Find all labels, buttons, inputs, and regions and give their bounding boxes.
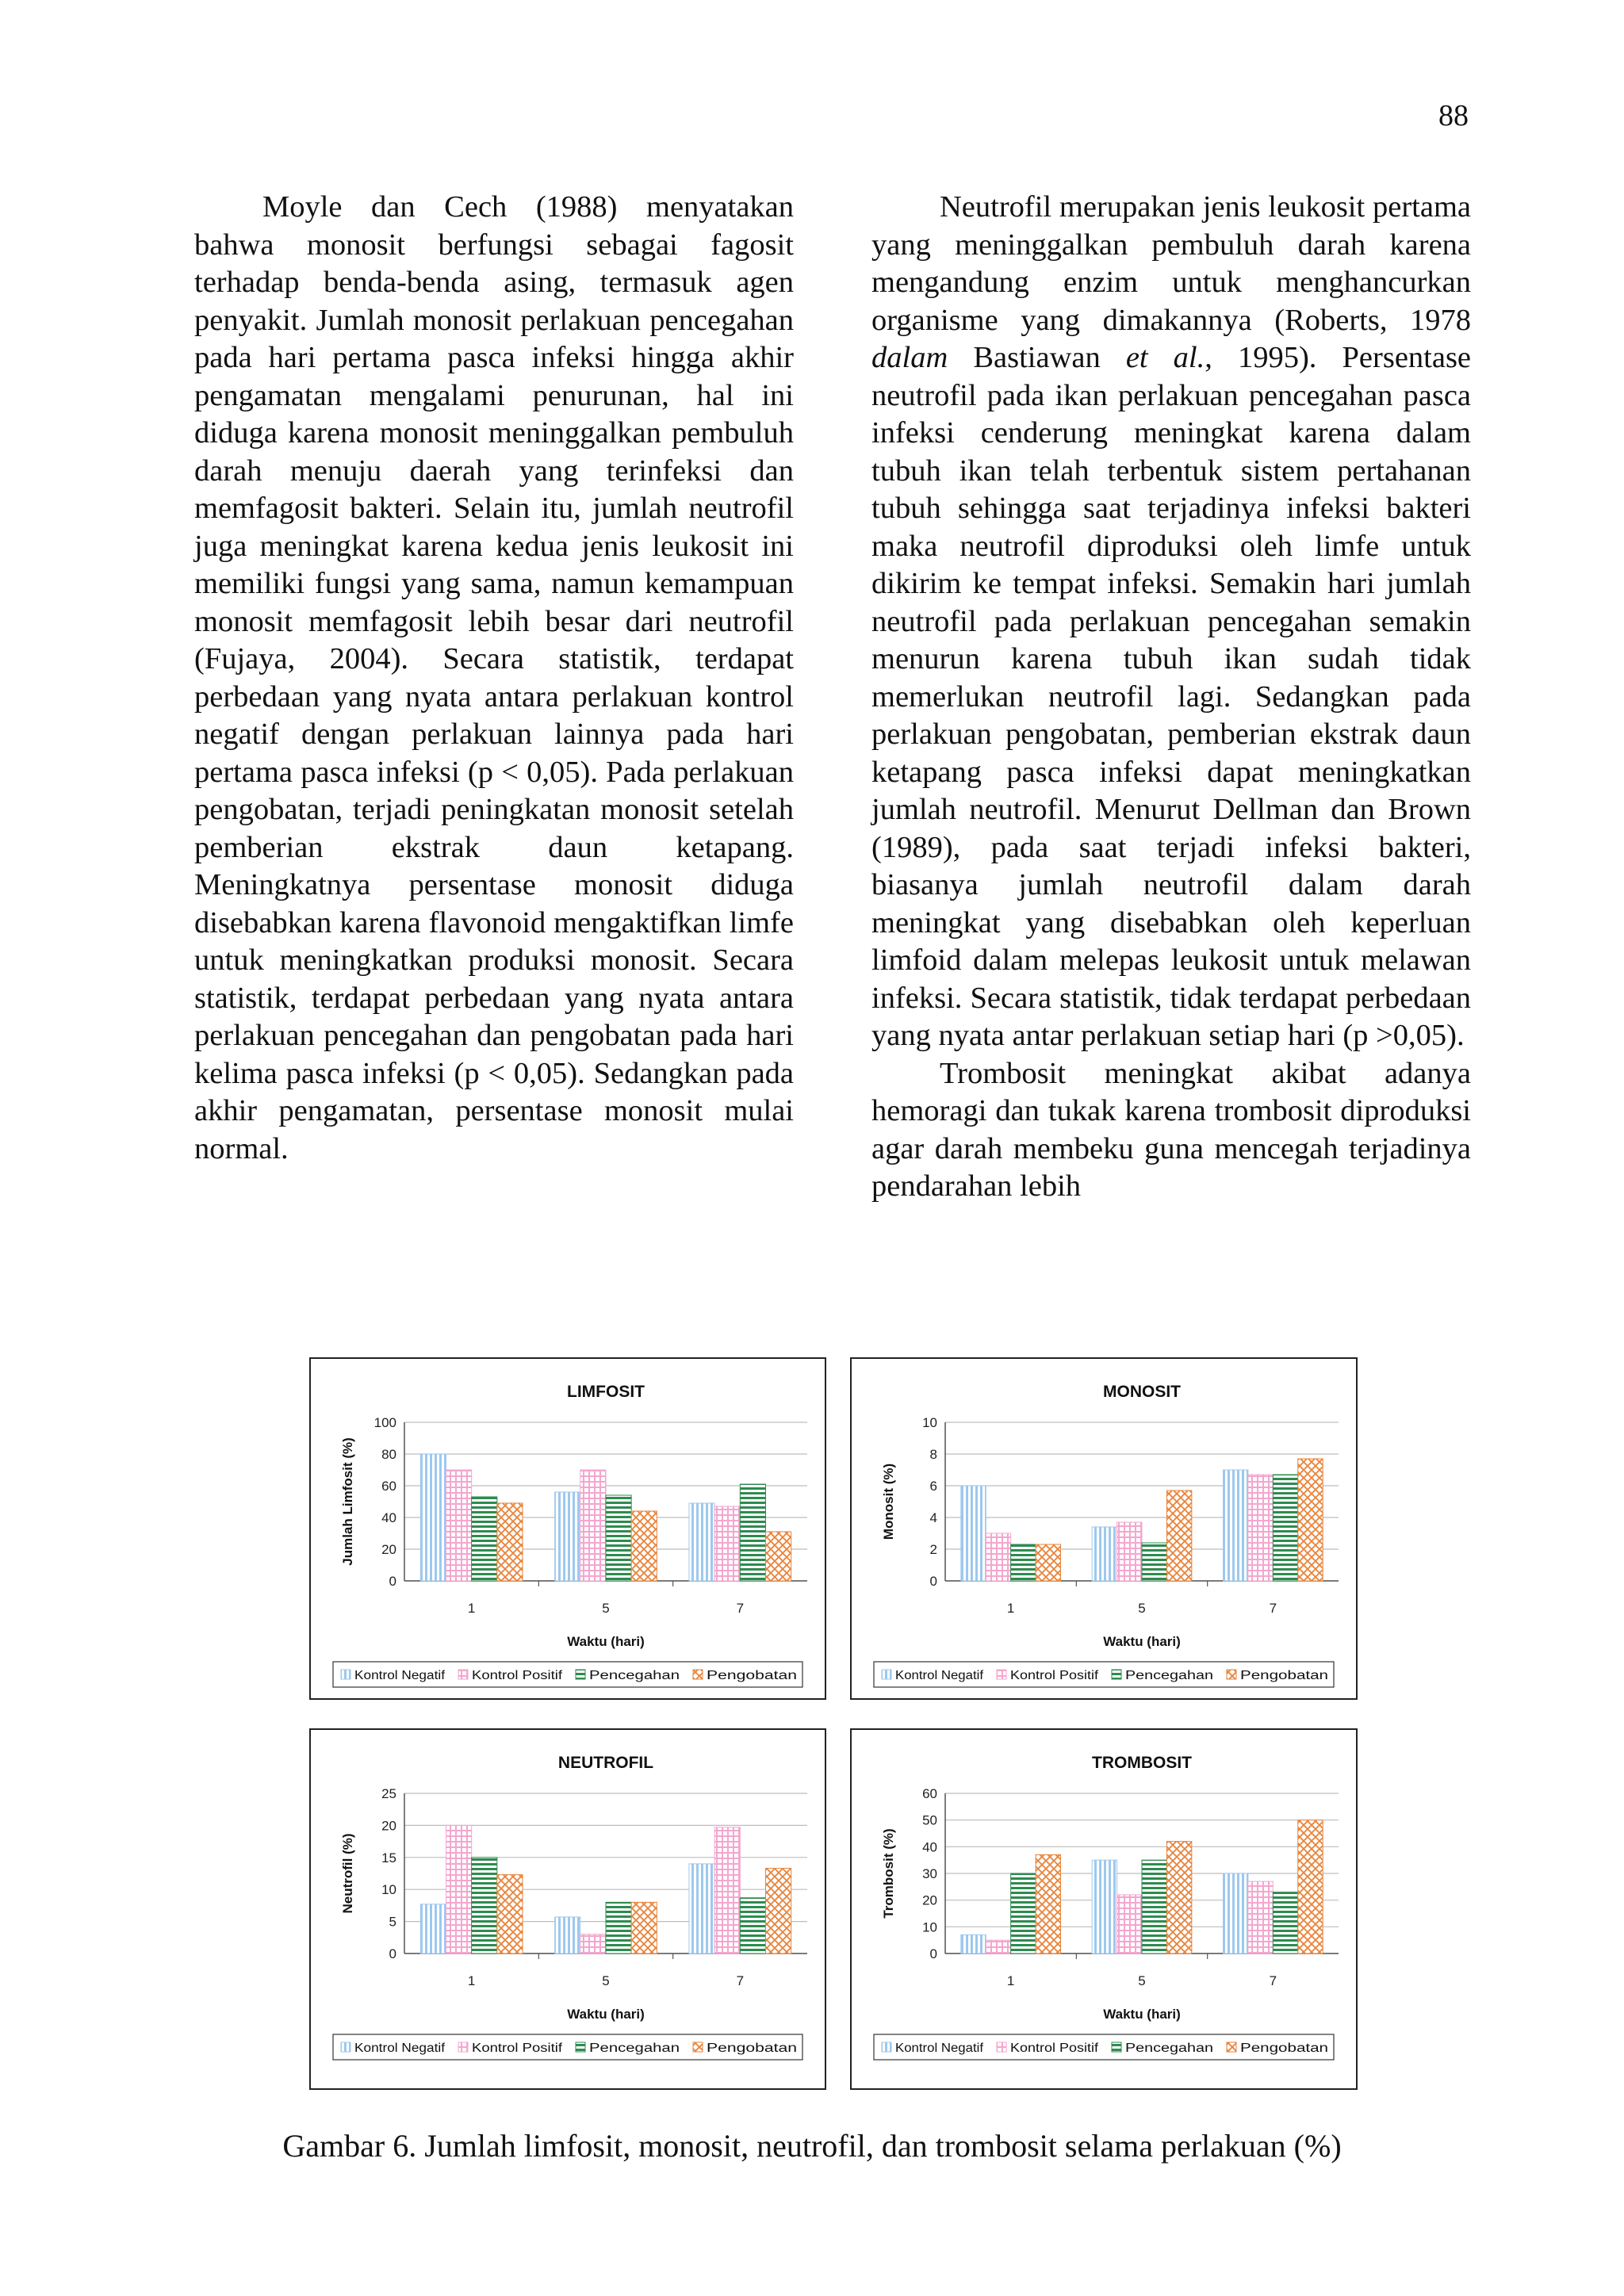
- bar-kontrol-negatif-day-7: [689, 1503, 714, 1581]
- chart-title: NEUTROFIL: [557, 1754, 654, 1772]
- y-tick-label: 80: [381, 1447, 396, 1462]
- legend-swatch-pengobatan: [1227, 2042, 1236, 2052]
- y-tick-label: 100: [373, 1415, 396, 1430]
- y-tick-label: 20: [381, 1818, 396, 1834]
- x-tick-label: 1: [467, 1601, 476, 1616]
- bar-pencegahan-day-5: [1142, 1543, 1166, 1581]
- left-paragraph: Moyle dan Cech (1988) menyatakan bahwa monosit berfungsi sebagai fagosit terhadap benda-benda asing, termasuk agen penyakit. Jumlah monosit perlakuan pencegahan pada hari pertama pasca infeksi hingga akhir pengamatan mengalami penurunan, hal ini diduga karena monosit meninggalkan pembuluh darah menuju daerah yang terinfeksi dan memfagosit bakteri. Selain itu, jumlah neutrofil juga meningkat karena kedua jenis leukosit ini memiliki fungsi yang sama, namun kemampuan monosit memfagosit lebih besar dari neutrofil (Fujaya, 2004). Secara statistik, terdapat perbedaan yang nyata antara perlakuan kontrol negatif dengan perlakuan lainnya pada hari pertama pasca infeksi (p < 0,05). Pada perlakuan pengobatan, terjadi peningkatan monosit setelah pemberian ekstrak daun ketapang. Meningkatnya persentase monosit diduga disebabkan karena flavonoid mengaktifkan limfe untuk meningkatkan produksi monosit. Secara statistik, terdapat perbedaan yang nyata antara perlakuan pencegahan dan pengobatan pada hari kelima pasca infeksi (p < 0,05). Sedangkan pada akhir pengamatan, persentase monosit mulai normal.: [194, 190, 794, 1165]
- bar-pencegahan-day-5: [1142, 1860, 1166, 1954]
- bar-pengobatan-day-1: [497, 1503, 523, 1581]
- bar-kontrol-positif-day-7: [714, 1827, 740, 1954]
- y-tick-label: 2: [929, 1542, 937, 1557]
- bar-kontrol-positif-day-5: [1117, 1895, 1142, 1954]
- legend-label-kontrol-positif: Kontrol Positif: [1010, 2042, 1099, 2055]
- y-tick-label: 10: [922, 1415, 937, 1430]
- bar-pencegahan-day-1: [1011, 1544, 1036, 1581]
- bar-pencegahan-day-1: [472, 1497, 497, 1581]
- x-tick-label: 5: [1138, 1601, 1146, 1616]
- legend-swatch-pencegahan: [576, 2042, 585, 2052]
- y-axis-label: Jumlah Limfosit (%): [340, 1437, 355, 1566]
- bar-kontrol-positif-day-5: [580, 1470, 606, 1581]
- bar-pengobatan-day-5: [1166, 1490, 1191, 1581]
- legend-swatch-pengobatan: [693, 2042, 703, 2052]
- bar-kontrol-positif-day-1: [446, 1825, 471, 1954]
- y-tick-label: 8: [929, 1447, 937, 1462]
- x-tick-label: 1: [467, 1973, 476, 1988]
- bar-kontrol-positif-day-7: [1248, 1881, 1273, 1954]
- bar-kontrol-positif-day-7: [1248, 1475, 1273, 1581]
- bar-pencegahan-day-7: [1273, 1892, 1297, 1954]
- legend-label-kontrol-negatif: Kontrol Negatif: [895, 2042, 984, 2055]
- y-axis-label: Monosit (%): [881, 1463, 896, 1540]
- chart-svg: [852, 1359, 1356, 1698]
- chart-title: TROMBOSIT: [1092, 1754, 1192, 1772]
- legend-label-pencegahan: Pencegahan: [589, 1669, 680, 1682]
- bar-kontrol-negatif-day-5: [555, 1492, 580, 1581]
- bar-pengobatan-day-5: [631, 1511, 657, 1581]
- legend-swatch-kontrol-positif: [997, 2042, 1006, 2052]
- y-tick-label: 60: [381, 1479, 396, 1494]
- x-tick-label: 5: [602, 1973, 610, 1988]
- y-tick-label: 10: [381, 1882, 396, 1898]
- x-tick-label: 1: [1006, 1601, 1015, 1616]
- italic-term: dalam: [871, 341, 948, 374]
- chart-svg: [311, 1359, 825, 1698]
- legend-swatch-pencegahan: [1112, 1670, 1121, 1679]
- y-tick-label: 0: [389, 1946, 396, 1961]
- right-paragraph-neutrofil: [871, 189, 1471, 1055]
- x-tick-label: 1: [1006, 1973, 1015, 1988]
- bar-pengobatan-day-1: [1036, 1854, 1060, 1954]
- x-tick-label: 5: [1138, 1973, 1146, 1988]
- legend-label-kontrol-positif: Kontrol Positif: [472, 1669, 563, 1682]
- chart-title: MONOSIT: [1103, 1383, 1181, 1401]
- paragraph-text: Bastiawan: [948, 341, 1126, 374]
- bar-kontrol-negatif-day-1: [961, 1934, 986, 1954]
- bar-kontrol-positif-day-7: [714, 1506, 740, 1581]
- bar-pengobatan-day-5: [631, 1902, 657, 1954]
- bar-kontrol-positif-day-1: [986, 1940, 1010, 1954]
- y-tick-label: 15: [381, 1850, 396, 1866]
- legend-label-kontrol-positif: Kontrol Positif: [472, 2042, 563, 2055]
- bar-pengobatan-day-7: [1298, 1459, 1323, 1581]
- bar-pengobatan-day-1: [497, 1875, 523, 1954]
- y-tick-label: 0: [929, 1946, 937, 1961]
- x-tick-label: 7: [736, 1973, 745, 1988]
- bar-kontrol-negatif-day-7: [689, 1864, 714, 1954]
- chart-svg: [311, 1730, 825, 2088]
- legend-label-pencegahan: Pencegahan: [589, 2042, 680, 2055]
- bar-kontrol-negatif-day-5: [555, 1917, 580, 1954]
- legend-label-pengobatan: Pengobatan: [707, 2042, 797, 2055]
- paragraph-text: Neutrofil merupakan jenis leukosit pertama yang meninggalkan pembuluh darah karena mengandung enzim untuk menghancurkan organisme yang dimakannya (Roberts, 1978: [871, 190, 1471, 337]
- y-tick-label: 20: [922, 1892, 937, 1908]
- x-axis-label: Waktu (hari): [1103, 2007, 1181, 2022]
- legend-swatch-kontrol-positif: [997, 1670, 1006, 1679]
- right-paragraph-trombosit: Trombosit meningkat akibat adanya hemoragi dan tukak karena trombosit diproduksi agar darah membeku guna mencegah terjadinya pendarahan lebih: [871, 1056, 1471, 1203]
- y-tick-label: 0: [389, 1574, 396, 1589]
- chart-title: LIMFOSIT: [567, 1383, 645, 1401]
- legend-swatch-kontrol-negatif: [341, 2042, 350, 2052]
- y-axis-label: Trombosit (%): [881, 1828, 896, 1919]
- y-axis-label: Neutrofil (%): [340, 1833, 355, 1914]
- bar-kontrol-positif-day-5: [580, 1934, 606, 1954]
- legend-label-kontrol-negatif: Kontrol Negatif: [354, 1669, 446, 1682]
- bar-pencegahan-day-1: [472, 1858, 497, 1954]
- bar-pengobatan-day-5: [1166, 1842, 1191, 1954]
- x-tick-label: 5: [602, 1601, 610, 1616]
- y-tick-label: 30: [922, 1866, 937, 1881]
- right-column: [871, 189, 1471, 1206]
- bar-kontrol-positif-day-1: [986, 1533, 1010, 1581]
- bar-kontrol-negatif-day-7: [1224, 1873, 1248, 1954]
- legend-swatch-kontrol-negatif: [882, 2042, 891, 2052]
- italic-term: et al.: [1125, 341, 1205, 374]
- chart-monosit: [850, 1357, 1358, 1700]
- x-axis-label: Waktu (hari): [567, 2007, 645, 2022]
- bar-pencegahan-day-1: [1011, 1873, 1036, 1954]
- bar-pencegahan-day-7: [740, 1484, 765, 1581]
- bar-pengobatan-day-7: [1298, 1820, 1323, 1954]
- legend-swatch-kontrol-positif: [458, 2042, 468, 2052]
- figure-caption: Gambar 6. Jumlah limfosit, monosit, neutrofil, dan trombosit selama perlakuan (%): [282, 2128, 1342, 2164]
- left-column: [194, 189, 794, 1168]
- bar-pencegahan-day-5: [606, 1495, 631, 1581]
- bar-kontrol-negatif-day-1: [961, 1486, 986, 1581]
- chart-limfosit: [309, 1357, 826, 1700]
- y-tick-label: 10: [922, 1919, 937, 1935]
- y-tick-label: 20: [381, 1542, 396, 1557]
- x-tick-label: 7: [736, 1601, 745, 1616]
- legend-label-pencegahan: Pencegahan: [1125, 1669, 1213, 1682]
- legend-swatch-pencegahan: [576, 1670, 585, 1679]
- legend-label-pengobatan: Pengobatan: [1240, 2042, 1328, 2055]
- x-tick-label: 7: [1269, 1601, 1277, 1616]
- bar-kontrol-negatif-day-7: [1224, 1470, 1248, 1581]
- legend-label-kontrol-positif: Kontrol Positif: [1010, 1669, 1099, 1682]
- page-number: 88: [1438, 99, 1469, 132]
- bar-kontrol-negatif-day-1: [420, 1454, 446, 1581]
- chart-trombosit: [850, 1728, 1358, 2090]
- legend-label-pencegahan: Pencegahan: [1125, 2042, 1213, 2055]
- bar-kontrol-positif-day-5: [1117, 1522, 1142, 1581]
- bar-pencegahan-day-7: [1273, 1475, 1297, 1581]
- legend-swatch-pengobatan: [1227, 1670, 1236, 1679]
- legend-label-pengobatan: Pengobatan: [707, 1669, 797, 1682]
- y-tick-label: 6: [929, 1479, 937, 1494]
- bar-pengobatan-day-7: [766, 1532, 791, 1581]
- y-tick-label: 4: [929, 1510, 937, 1525]
- legend-swatch-pengobatan: [693, 1670, 703, 1679]
- y-tick-label: 50: [922, 1812, 937, 1828]
- x-axis-label: Waktu (hari): [1103, 1634, 1181, 1649]
- legend-swatch-pencegahan: [1112, 2042, 1121, 2052]
- bar-pengobatan-day-1: [1036, 1544, 1060, 1581]
- legend-label-pengobatan: Pengobatan: [1240, 1669, 1328, 1682]
- legend-label-kontrol-negatif: Kontrol Negatif: [895, 1669, 984, 1682]
- legend-swatch-kontrol-negatif: [341, 1670, 350, 1679]
- bar-kontrol-negatif-day-5: [1092, 1860, 1116, 1954]
- bar-kontrol-negatif-day-5: [1092, 1527, 1116, 1581]
- bar-kontrol-positif-day-1: [446, 1470, 471, 1581]
- bar-pengobatan-day-7: [766, 1869, 791, 1954]
- bar-kontrol-negatif-day-1: [420, 1904, 446, 1954]
- legend-label-kontrol-negatif: Kontrol Negatif: [354, 2042, 446, 2055]
- chart-neutrofil: [309, 1728, 826, 2090]
- x-tick-label: 7: [1269, 1973, 1277, 1988]
- paragraph-text: , 1995). Persentase neutrofil pada ikan perlakuan pencegahan pasca infeksi cenderung meningkat karena dalam tubuh ikan telah terbentuk sistem pertahanan tubuh sehingga saat terjadinya infeksi bakteri maka neutrofil diproduksi oleh limfe untuk dikirim ke tempat infeksi. Semakin hari jumlah neutrofil pada perlakuan pencegahan semakin menurun karena tubuh ikan sudah tidak memerlukan neutrofil lagi. Sedangkan pada perlakuan pengobatan, pemberian ekstrak daun ketapang pasca infeksi dapat meningkatkan jumlah neutrofil. Menurut Dellman dan Brown (1989), pada saat terjadi infeksi bakteri, biasanya jumlah neutrofil dalam darah meningkat yang disebabkan oleh keperluan limfoid dalam melepas leukosit untuk melawan infeksi. Secara statistik, tidak terdapat perbedaan yang nyata antar perlakuan setiap hari (p >0,05).: [871, 341, 1472, 1052]
- y-tick-label: 60: [922, 1786, 937, 1801]
- bar-pencegahan-day-5: [606, 1902, 631, 1954]
- bar-pencegahan-day-7: [740, 1898, 765, 1954]
- y-tick-label: 25: [381, 1786, 396, 1801]
- legend-swatch-kontrol-negatif: [882, 1670, 891, 1679]
- legend-swatch-kontrol-positif: [458, 1670, 468, 1679]
- x-axis-label: Waktu (hari): [567, 1634, 645, 1649]
- y-tick-label: 40: [381, 1510, 396, 1525]
- chart-svg: [852, 1730, 1356, 2088]
- y-tick-label: 5: [389, 1914, 396, 1930]
- y-tick-label: 40: [922, 1839, 937, 1855]
- y-tick-label: 0: [929, 1574, 937, 1589]
